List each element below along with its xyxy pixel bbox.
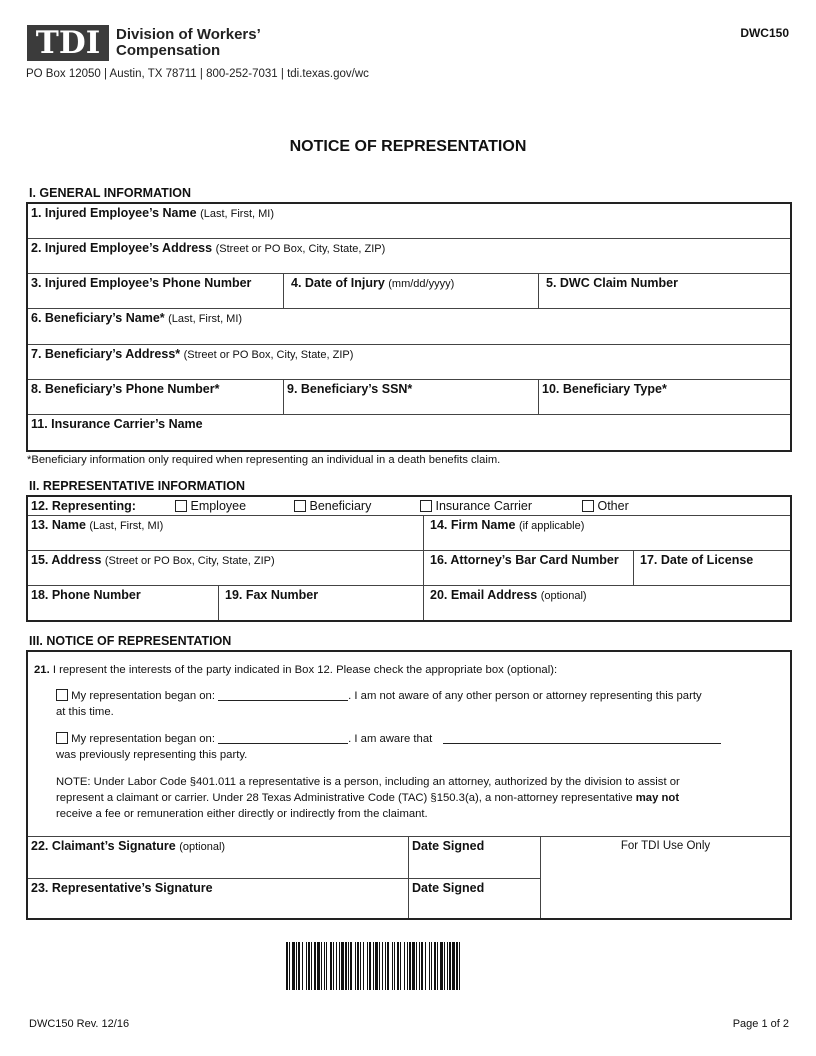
org-name xyxy=(116,27,261,59)
employee-checkbox[interactable] xyxy=(175,500,187,512)
barcode-bar xyxy=(460,942,462,990)
field-number: 21. xyxy=(34,664,50,676)
injured-employee-phone-field[interactable] xyxy=(28,274,283,308)
org-name-line2: Compensation xyxy=(116,42,221,59)
option-1-date-line[interactable] xyxy=(218,688,348,701)
section-3-heading: III. NOTICE OF REPRESENTATION xyxy=(29,634,232,648)
fax-number-field[interactable] xyxy=(218,586,423,620)
option-2 xyxy=(56,731,776,763)
firm-name-field[interactable] xyxy=(423,516,790,550)
claimant-signature-field[interactable] xyxy=(28,837,408,879)
field-label: 2. Injured Employee’s Address xyxy=(31,241,213,255)
option-1-text-c: at this time. xyxy=(56,706,114,718)
org-address: PO Box 12050 | Austin, TX 78711 | 800-252-7031 | tdi.texas.gov/wc xyxy=(26,68,369,80)
org-name-line1: Division of Workers’ xyxy=(116,26,261,43)
row-12 xyxy=(28,497,790,516)
field-label: 23. Representative’s Signature xyxy=(31,881,213,895)
legal-note-text: represent a claimant or carrier. Under 28 Texas Administrative Code (TAC) §150.3(a), a non-attorney representative xyxy=(56,792,636,804)
field-label: 8. Beneficiary’s Phone Number* xyxy=(31,382,220,396)
tdi-use-only-label: For TDI Use Only xyxy=(620,840,711,852)
field-label: 9. Beneficiary’s SSN* xyxy=(287,382,413,396)
date-of-injury-field[interactable] xyxy=(283,274,538,308)
row-1 xyxy=(28,204,790,239)
row-5 xyxy=(28,345,790,380)
field-label: 16. Attorney’s Bar Card Number xyxy=(430,553,619,567)
beneficiary-footnote: *Beneficiary information only required when representing an individual in a death benefits claim. xyxy=(27,454,501,466)
page-title: NOTICE OF REPRESENTATION xyxy=(289,138,527,155)
legal-note-line-2 xyxy=(56,790,786,806)
field-label: 18. Phone Number xyxy=(31,588,141,602)
option-label: Other xyxy=(597,499,629,513)
form-id: DWC150 xyxy=(740,26,789,40)
field-label: 12. Representing: xyxy=(31,499,136,513)
row-7 xyxy=(28,415,790,450)
field-hint: (Street or PO Box, City, State, ZIP) xyxy=(215,243,386,255)
row-3 xyxy=(28,274,790,309)
option-2-date-line[interactable] xyxy=(218,731,348,744)
field-label: 5. DWC Claim Number xyxy=(546,276,678,290)
bar-card-number-field[interactable] xyxy=(423,551,633,585)
option-1-text-a: My representation began on: xyxy=(71,690,215,702)
field-hint: (Last, First, MI) xyxy=(200,208,275,220)
field-label: Date Signed xyxy=(412,881,485,895)
representative-phone-field[interactable] xyxy=(28,586,218,620)
field-label: Date Signed xyxy=(412,839,485,853)
field-label: 15. Address xyxy=(31,553,102,567)
field-label: 11. Insurance Carrier’s Name xyxy=(31,417,203,431)
field-label: 13. Name xyxy=(31,518,86,532)
injured-employee-address-field[interactable] xyxy=(28,239,790,273)
field-label: 17. Date of License xyxy=(640,553,754,567)
other-checkbox[interactable] xyxy=(582,500,594,512)
section-1-heading: I. GENERAL INFORMATION xyxy=(29,186,192,200)
option-1 xyxy=(56,688,776,720)
barcode xyxy=(286,942,586,990)
field-hint: (optional) xyxy=(179,841,226,853)
field-label: 7. Beneficiary’s Address* xyxy=(31,347,181,361)
insurance-carrier-checkbox[interactable] xyxy=(420,500,432,512)
field-hint: (mm/dd/yyyy) xyxy=(388,278,455,290)
field-label: 20. Email Address xyxy=(430,588,538,602)
option-1-checkbox[interactable] xyxy=(56,689,68,701)
option-label: Beneficiary xyxy=(309,499,372,513)
beneficiary-address-field[interactable] xyxy=(28,345,790,379)
field-label: 14. Firm Name xyxy=(430,518,516,532)
box-21-intro xyxy=(34,662,557,678)
row-4 xyxy=(28,309,790,345)
field-label: 22. Claimant’s Signature xyxy=(31,839,176,853)
legal-note-line-1: NOTE: Under Labor Code §401.011 a representative is a person, including an attorney, authorized by the division to assist or xyxy=(56,776,680,788)
section-2-heading: II. REPRESENTATIVE INFORMATION xyxy=(29,479,245,493)
option-beneficiary[interactable] xyxy=(294,499,371,513)
beneficiary-ssn-field[interactable] xyxy=(283,380,538,414)
option-1-text-b: . I am not aware of any other person or attorney representing this party xyxy=(348,690,702,702)
option-employee[interactable] xyxy=(175,499,246,513)
option-2-text-b: . I am aware that xyxy=(348,733,433,745)
option-2-text-c: was previously representing this party. xyxy=(56,749,248,761)
legal-note-emphasis: may not xyxy=(635,792,680,804)
dwc-claim-number-field[interactable] xyxy=(538,274,790,308)
row-2 xyxy=(28,239,790,274)
row-21 xyxy=(28,652,790,837)
beneficiary-type-field[interactable] xyxy=(538,380,790,414)
row-6 xyxy=(28,380,790,415)
option-label: Insurance Carrier xyxy=(435,499,533,513)
beneficiary-checkbox[interactable] xyxy=(294,500,306,512)
beneficiary-phone-field[interactable] xyxy=(28,380,283,414)
insurance-carrier-name-field[interactable] xyxy=(28,415,790,450)
field-label: 1. Injured Employee’s Name xyxy=(31,206,197,220)
field-hint: (Last, First, MI) xyxy=(89,520,164,532)
field-hint: (if applicable) xyxy=(518,520,585,532)
field-hint: (optional) xyxy=(540,590,587,602)
notice-of-representation-table xyxy=(26,650,792,920)
option-label: Employee xyxy=(190,499,247,513)
field-hint: (Street or PO Box, City, State, ZIP) xyxy=(104,555,275,567)
field-hint: (Last, First, MI) xyxy=(168,313,243,325)
general-information-table xyxy=(26,202,792,452)
row-15 xyxy=(28,551,790,586)
field-label: 10. Beneficiary Type* xyxy=(542,382,667,396)
option-2-checkbox[interactable] xyxy=(56,732,68,744)
form-revision: DWC150 Rev. 12/16 xyxy=(29,1018,130,1030)
representative-address-field[interactable] xyxy=(28,551,423,585)
representative-date-signed-field[interactable] xyxy=(408,879,540,918)
claimant-signature-label xyxy=(28,837,408,878)
tdi-logo: TDI xyxy=(27,25,109,61)
option-other[interactable] xyxy=(582,499,629,513)
row-13 xyxy=(28,516,790,551)
representative-information-table xyxy=(26,495,792,622)
legal-note-line-3: receive a fee or remuneration either directly or indirectly from the claimant. xyxy=(56,808,428,820)
date-of-license-field[interactable] xyxy=(633,551,790,585)
representative-signature-field[interactable] xyxy=(28,879,408,918)
box-21-text: I represent the interests of the party indicated in Box 12. Please check the appropriate box (optional): xyxy=(52,664,558,676)
row-18 xyxy=(28,586,790,620)
option-2-name-line[interactable] xyxy=(443,731,721,744)
tdi-use-only-box xyxy=(540,837,790,918)
claimant-date-label xyxy=(409,837,540,878)
option-insurance-carrier[interactable] xyxy=(420,499,532,513)
field-label: 3. Injured Employee’s Phone Number xyxy=(31,276,252,290)
representing-field xyxy=(28,497,790,515)
injured-employee-name-field[interactable] xyxy=(28,204,790,238)
email-address-field[interactable] xyxy=(423,586,790,620)
representative-name-field[interactable] xyxy=(28,516,423,550)
field-label: 6. Beneficiary’s Name* xyxy=(31,311,165,325)
field-label: 4. Date of Injury xyxy=(291,276,385,290)
beneficiary-name-field[interactable] xyxy=(28,309,790,344)
representative-date-label xyxy=(409,879,540,918)
field-hint: (Street or PO Box, City, State, ZIP) xyxy=(183,349,354,361)
option-2-text-a: My representation began on: xyxy=(71,733,215,745)
claimant-date-signed-field[interactable] xyxy=(408,837,540,879)
legal-note xyxy=(56,774,786,822)
field-label: 19. Fax Number xyxy=(225,588,319,602)
representative-signature-label xyxy=(28,879,408,918)
page-number: Page 1 of 2 xyxy=(732,1018,789,1030)
